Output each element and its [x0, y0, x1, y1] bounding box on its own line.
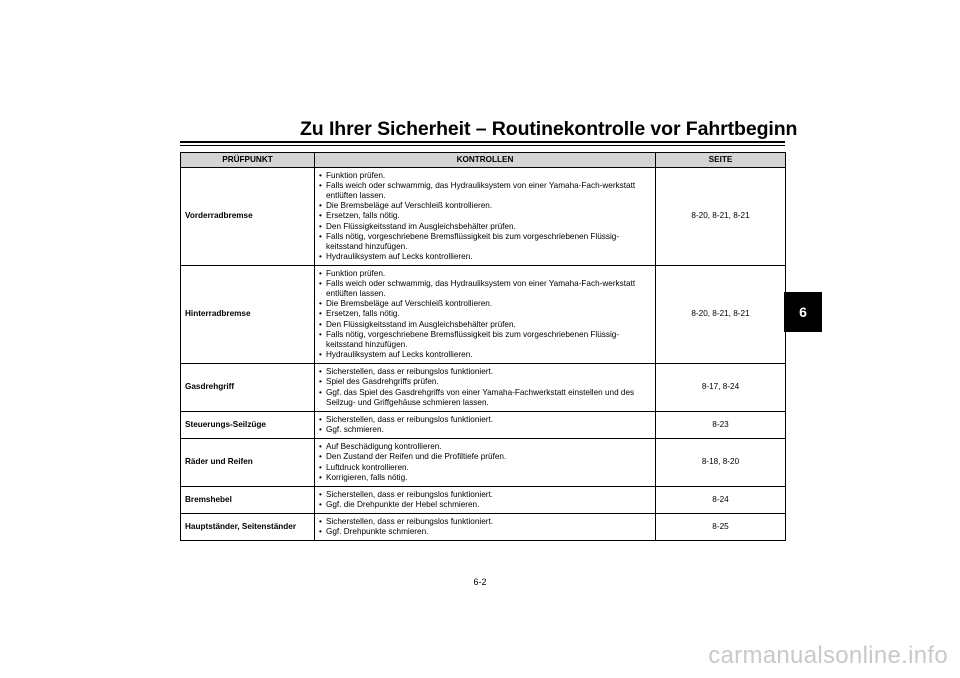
- row-page: 8-20, 8-21, 8-21: [656, 168, 786, 266]
- check-item: • Ersetzen, falls nötig.: [319, 211, 651, 221]
- check-item: • Luftdruck kontrollieren.: [319, 463, 651, 473]
- check-item: • Hydrauliksystem auf Lecks kontrollieren.: [319, 252, 651, 262]
- check-item: • Auf Beschädigung kontrollieren.: [319, 442, 651, 452]
- row-page: 8-20, 8-21, 8-21: [656, 266, 786, 364]
- check-item: • Ggf. Drehpunkte schmieren.: [319, 527, 651, 537]
- check-item: • Den Flüssigkeitsstand im Ausgleichsbehälter prüfen.: [319, 320, 651, 330]
- table-row: [181, 487, 786, 514]
- title-rule-thin: [180, 145, 785, 146]
- row-checks: [315, 364, 656, 412]
- row-checks: [315, 168, 656, 266]
- row-checks: [315, 439, 656, 487]
- check-item: • Sicherstellen, dass er reibungslos funktioniert.: [319, 415, 651, 425]
- page-number: 6-2: [473, 577, 487, 587]
- check-item: • Den Zustand der Reifen und die Profiltiefe prüfen.: [319, 452, 651, 462]
- row-item: Hauptständer, Seitenständer: [181, 514, 315, 541]
- table-header-row: [181, 153, 786, 168]
- table-row: [181, 514, 786, 541]
- row-checks: [315, 514, 656, 541]
- chapter-tab: 6: [784, 292, 822, 332]
- check-item: • Ggf. schmieren.: [319, 425, 651, 435]
- row-page: 8-24: [656, 487, 786, 514]
- check-list: [319, 415, 651, 435]
- row-page: 8-25: [656, 514, 786, 541]
- row-checks: [315, 487, 656, 514]
- page-title: Zu Ihrer Sicherheit – Routinekontrolle vor Fahrtbeginn: [300, 118, 798, 140]
- check-list: [319, 442, 651, 483]
- check-list: [319, 269, 651, 361]
- row-item: Steuerungs-Seilzüge: [181, 412, 315, 439]
- check-item: • Sicherstellen, dass er reibungslos funktioniert.: [319, 367, 651, 377]
- row-item: Hinterradbremse: [181, 266, 315, 364]
- table-row: [181, 266, 786, 364]
- check-item: • Die Bremsbeläge auf Verschleiß kontrollieren.: [319, 201, 651, 211]
- check-item: • Falls weich oder schwammig, das Hydrauliksystem von einer Yamaha-Fach-werkstatt entlüften lassen.: [319, 181, 651, 201]
- check-list: [319, 490, 651, 510]
- column-header-item: PRÜFPUNKT: [181, 153, 315, 168]
- row-item: Räder und Reifen: [181, 439, 315, 487]
- column-header-checks: KONTROLLEN: [315, 153, 656, 168]
- watermark: carmanualsonline.info: [708, 642, 948, 669]
- check-item: • Korrigieren, falls nötig.: [319, 473, 651, 483]
- check-item: • Ggf. die Drehpunkte der Hebel schmieren.: [319, 500, 651, 510]
- row-page: 8-17, 8-24: [656, 364, 786, 412]
- check-list: [319, 171, 651, 263]
- check-item: • Sicherstellen, dass er reibungslos funktioniert.: [319, 517, 651, 527]
- row-item: Vorderradbremse: [181, 168, 315, 266]
- check-list: [319, 517, 651, 537]
- row-item: Gasdrehgriff: [181, 364, 315, 412]
- check-item: • Die Bremsbeläge auf Verschleiß kontrollieren.: [319, 299, 651, 309]
- check-item: • Falls nötig, vorgeschriebene Bremsflüssigkeit bis zum vorgeschriebenen Flüssig-keitsstand hinzufügen.: [319, 232, 651, 252]
- row-checks: [315, 412, 656, 439]
- row-item: Bremshebel: [181, 487, 315, 514]
- check-item: • Falls nötig, vorgeschriebene Bremsflüssigkeit bis zum vorgeschriebenen Flüssig-keitsstand hinzufügen.: [319, 330, 651, 350]
- check-item: • Ggf. das Spiel des Gasdrehgriffs von einer Yamaha-Fachwerkstatt einstellen und des Seilzug- und Griffgehäuse schmieren lassen.: [319, 388, 651, 408]
- inspection-table: [180, 152, 786, 541]
- check-item: • Den Flüssigkeitsstand im Ausgleichsbehälter prüfen.: [319, 222, 651, 232]
- table-row: [181, 439, 786, 487]
- check-item: • Ersetzen, falls nötig.: [319, 309, 651, 319]
- row-page: 8-18, 8-20: [656, 439, 786, 487]
- check-item: • Sicherstellen, dass er reibungslos funktioniert.: [319, 490, 651, 500]
- table-row: [181, 364, 786, 412]
- check-item: • Spiel des Gasdrehgriffs prüfen.: [319, 377, 651, 387]
- check-item: • Hydrauliksystem auf Lecks kontrollieren.: [319, 350, 651, 360]
- check-item: • Falls weich oder schwammig, das Hydrauliksystem von einer Yamaha-Fach-werkstatt entlüften lassen.: [319, 279, 651, 299]
- column-header-page: SEITE: [656, 153, 786, 168]
- row-checks: [315, 266, 656, 364]
- check-item: • Funktion prüfen.: [319, 171, 651, 181]
- table-row: [181, 412, 786, 439]
- table-row: [181, 168, 786, 266]
- row-page: 8-23: [656, 412, 786, 439]
- check-list: [319, 367, 651, 408]
- check-item: • Funktion prüfen.: [319, 269, 651, 279]
- title-rule: [180, 141, 785, 143]
